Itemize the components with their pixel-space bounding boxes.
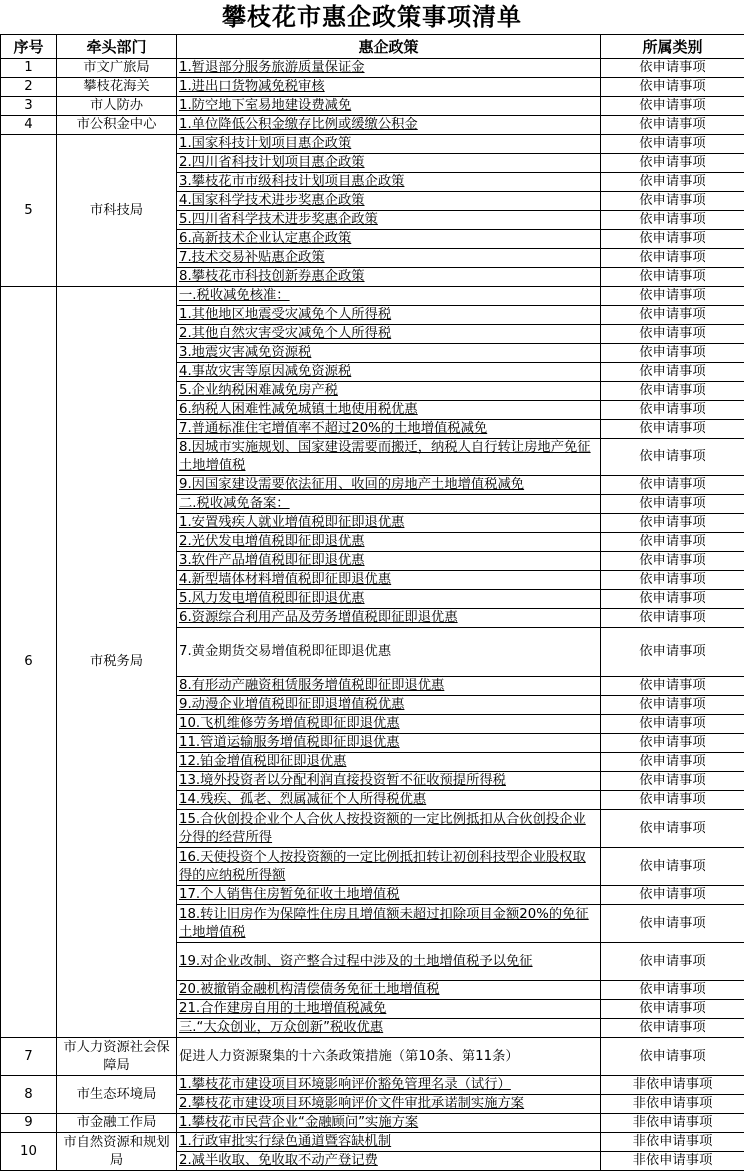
category-cell: 依申请事项 (601, 905, 744, 943)
category-cell: 依申请事项 (601, 1000, 744, 1019)
policy-cell: 10.飞机维修劳务增值税即征即退优惠 (177, 715, 601, 734)
category-cell: 依申请事项 (601, 1038, 744, 1076)
policy-cell: 20.被撤销金融机构清偿债务免征土地增值税 (177, 981, 601, 1000)
table-row (1, 97, 744, 116)
header-row (1, 35, 744, 59)
category-cell: 依申请事项 (601, 249, 744, 268)
category-cell: 非依申请事项 (601, 1152, 744, 1171)
policy-cell: 7.黄金期货交易增值税即征即退优惠 (177, 628, 601, 677)
category-cell: 依申请事项 (601, 97, 744, 116)
category-cell: 非依申请事项 (601, 1114, 744, 1133)
category-cell: 依申请事项 (601, 571, 744, 590)
policy-cell: 8.有形动产融资租赁服务增值税即征即退优惠 (177, 677, 601, 696)
category-cell: 依申请事项 (601, 590, 744, 609)
policy-cell: 1.单位降低公积金缴存比例或缓缴公积金 (177, 116, 601, 135)
seq-cell: 7 (1, 1038, 57, 1076)
seq-cell: 6 (1, 287, 57, 1038)
policy-cell: 一.税收减免核准： (177, 287, 601, 306)
seq-cell: 1 (1, 59, 57, 78)
policy-cell: 6.高新技术企业认定惠企政策 (177, 230, 601, 249)
policy-cell: 1.攀枝花市民营企业“金融顾问”实施方案 (177, 1114, 601, 1133)
header-policy: 惠企政策 (177, 35, 601, 59)
policy-cell: 1.攀枝花市建设项目环境影响评价豁免管理名录（试行） (177, 1076, 601, 1095)
seq-cell: 10 (1, 1133, 57, 1171)
policy-cell: 4.事故灾害等原因减免资源税 (177, 363, 601, 382)
category-cell: 依申请事项 (601, 59, 744, 78)
category-cell: 依申请事项 (601, 401, 744, 420)
policy-cell: 二.税收减免备案： (177, 495, 601, 514)
category-cell: 依申请事项 (601, 78, 744, 97)
page-title: 攀枝花市惠企政策事项清单 (222, 3, 522, 31)
category-cell: 依申请事项 (601, 696, 744, 715)
table-row (1, 1133, 744, 1152)
seq-cell: 3 (1, 97, 57, 116)
policy-cell: 6.纳税人困难性减免城镇土地使用税优惠 (177, 401, 601, 420)
category-cell: 依申请事项 (601, 514, 744, 533)
dept-cell: 市生态环境局 (57, 1076, 177, 1114)
policy-cell: 1.其他地区地震受灾减免个人所得税 (177, 306, 601, 325)
category-cell: 依申请事项 (601, 810, 744, 848)
category-cell: 依申请事项 (601, 439, 744, 476)
policy-cell: 13.境外投资者以分配利润直接投资暂不征收预提所得税 (177, 772, 601, 791)
category-cell: 依申请事项 (601, 772, 744, 791)
category-cell: 依申请事项 (601, 791, 744, 810)
policy-cell: 1.暂退部分服务旅游质量保证金 (177, 59, 601, 78)
policy-cell: 3.地震灾害减免资源税 (177, 344, 601, 363)
policy-cell: 2.光伏发电增值税即征即退优惠 (177, 533, 601, 552)
policy-cell: 11.管道运输服务增值税即征即退优惠 (177, 734, 601, 753)
policy-cell: 19.对企业改制、资产整合过程中涉及的土地增值税予以免征 (177, 943, 601, 981)
seq-cell: 2 (1, 78, 57, 97)
seq-cell: 4 (1, 116, 57, 135)
table-row (1, 135, 744, 154)
category-cell: 依申请事项 (601, 476, 744, 495)
policy-cell: 4.新型墙体材料增值税即征即退优惠 (177, 571, 601, 590)
policy-cell: 6.资源综合利用产品及劳务增值税即征即退优惠 (177, 609, 601, 628)
category-cell: 依申请事项 (601, 382, 744, 401)
dept-cell: 市自然资源和规划局 (57, 1133, 177, 1171)
table-row (1, 1114, 744, 1133)
category-cell: 依申请事项 (601, 420, 744, 439)
policy-cell: 5.四川省科学技术进步奖惠企政策 (177, 211, 601, 230)
category-cell: 依申请事项 (601, 135, 744, 154)
policy-cell: 1.安置残疾人就业增值税即征即退优惠 (177, 514, 601, 533)
dept-cell: 市金融工作局 (57, 1114, 177, 1133)
policy-cell: 2.攀枝花市建设项目环境影响评价文件审批承诺制实施方案 (177, 1095, 601, 1114)
category-cell: 依申请事项 (601, 287, 744, 306)
policy-cell: 14.残疾、孤老、烈属减征个人所得税优惠 (177, 791, 601, 810)
dept-cell: 攀枝花海关 (57, 78, 177, 97)
table-row (1, 1038, 744, 1076)
policy-cell: 8.因城市实施规划、国家建设需要而搬迁，纳税人自行转让房地产免征土地增值税 (177, 439, 601, 476)
category-cell: 依申请事项 (601, 552, 744, 571)
policy-cell: 2.其他自然灾害受灾减免个人所得税 (177, 325, 601, 344)
policy-cell: 21.合作建房自用的土地增值税减免 (177, 1000, 601, 1019)
policy-cell: 8.攀枝花市科技创新券惠企政策 (177, 268, 601, 287)
category-cell: 依申请事项 (601, 981, 744, 1000)
dept-cell: 市文广旅局 (57, 59, 177, 78)
category-cell: 依申请事项 (601, 344, 744, 363)
category-cell: 依申请事项 (601, 306, 744, 325)
category-cell: 依申请事项 (601, 533, 744, 552)
dept-cell: 市公积金中心 (57, 116, 177, 135)
policy-cell: 5.企业纳税困难减免房产税 (177, 382, 601, 401)
category-cell: 依申请事项 (601, 192, 744, 211)
table-row (1, 287, 744, 306)
category-cell: 依申请事项 (601, 886, 744, 905)
category-cell: 依申请事项 (601, 268, 744, 287)
policy-table (0, 34, 744, 1171)
policy-cell: 3.攀枝花市市级科技计划项目惠企政策 (177, 173, 601, 192)
table-row (1, 1076, 744, 1095)
policy-cell: 促进人力资源聚集的十六条政策措施（第10条、第11条） (177, 1038, 601, 1076)
policy-cell: 3.软件产品增值税即征即退优惠 (177, 552, 601, 571)
category-cell: 非依申请事项 (601, 1076, 744, 1095)
dept-cell: 市科技局 (57, 135, 177, 287)
dept-cell: 市人防办 (57, 97, 177, 116)
category-cell: 依申请事项 (601, 677, 744, 696)
policy-cell: 7.技术交易补贴惠企政策 (177, 249, 601, 268)
policy-cell: 7.普通标准住宅增值率不超过20%的土地增值税减免 (177, 420, 601, 439)
policy-cell: 三.“大众创业，万众创新”税收优惠 (177, 1019, 601, 1038)
category-cell: 依申请事项 (601, 325, 744, 344)
policy-cell: 12.铂金增值税即征即退优惠 (177, 753, 601, 772)
policy-cell: 1.进出口货物减免税审核 (177, 78, 601, 97)
category-cell: 依申请事项 (601, 715, 744, 734)
header-seq: 序号 (1, 35, 57, 59)
category-cell: 依申请事项 (601, 173, 744, 192)
category-cell: 依申请事项 (601, 154, 744, 173)
seq-cell: 8 (1, 1076, 57, 1114)
header-dept: 牵头部门 (57, 35, 177, 59)
policy-cell: 18.转让旧房作为保障性住房且增值额未超过扣除项目金额20%的免征土地增值税 (177, 905, 601, 943)
category-cell: 依申请事项 (601, 943, 744, 981)
category-cell: 依申请事项 (601, 609, 744, 628)
category-cell: 依申请事项 (601, 495, 744, 514)
policy-cell: 16.天使投资个人按投资额的一定比例抵扣转让初创科技型企业股权取得的应纳税所得额 (177, 848, 601, 886)
policy-cell: 15.合伙创投企业个人合伙人按投资额的一定比例抵扣从合伙创投企业分得的经营所得 (177, 810, 601, 848)
table-row (1, 59, 744, 78)
seq-cell: 9 (1, 1114, 57, 1133)
header-category: 所属类别 (601, 35, 744, 59)
policy-cell: 9.因国家建设需要依法征用、收回的房地产土地增值税减免 (177, 476, 601, 495)
policy-cell: 9.动漫企业增值税即征即退增值税优惠 (177, 696, 601, 715)
policy-cell: 1.行政审批实行绿色通道暨容缺机制 (177, 1133, 601, 1152)
table-body (1, 59, 744, 1171)
table-row (1, 78, 744, 97)
policy-cell: 17.个人销售住房暂免征收土地增值税 (177, 886, 601, 905)
category-cell: 依申请事项 (601, 734, 744, 753)
category-cell: 依申请事项 (601, 211, 744, 230)
category-cell: 依申请事项 (601, 848, 744, 886)
policy-cell: 4.国家科学技术进步奖惠企政策 (177, 192, 601, 211)
policy-cell: 1.防空地下室易地建设费减免 (177, 97, 601, 116)
category-cell: 依申请事项 (601, 363, 744, 382)
category-cell: 非依申请事项 (601, 1095, 744, 1114)
policy-cell: 1.国家科技计划项目惠企政策 (177, 135, 601, 154)
category-cell: 非依申请事项 (601, 1133, 744, 1152)
policy-cell: 5.风力发电增值税即征即退优惠 (177, 590, 601, 609)
seq-cell: 5 (1, 135, 57, 287)
dept-cell: 市税务局 (57, 287, 177, 1038)
category-cell: 依申请事项 (601, 1019, 744, 1038)
policy-cell: 2.四川省科技计划项目惠企政策 (177, 154, 601, 173)
dept-cell: 市人力资源社会保障局 (57, 1038, 177, 1076)
category-cell: 依申请事项 (601, 753, 744, 772)
category-cell: 依申请事项 (601, 116, 744, 135)
category-cell: 依申请事项 (601, 230, 744, 249)
table-row (1, 116, 744, 135)
policy-cell: 2.减半收取、免收取不动产登记费 (177, 1152, 601, 1171)
category-cell: 依申请事项 (601, 628, 744, 677)
